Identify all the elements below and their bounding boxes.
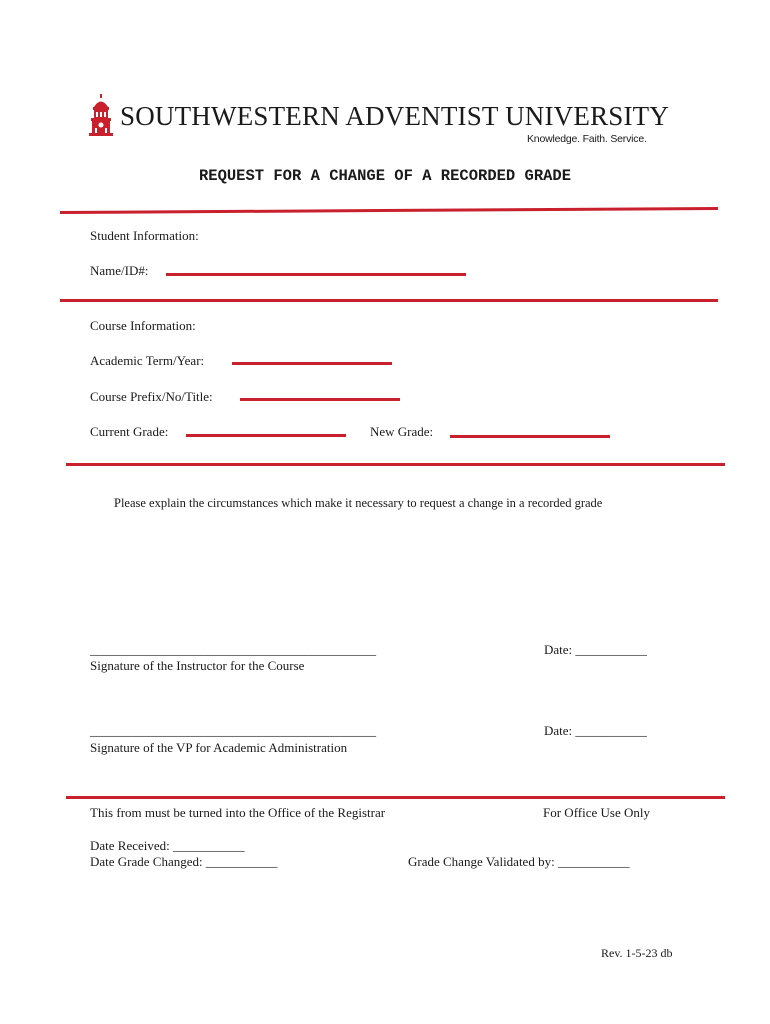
section-divider [66,463,725,466]
instructor-signature-caption: Signature of the Instructor for the Course [90,658,305,673]
current-grade-field[interactable] [186,434,346,437]
new-grade-label: New Grade: [370,424,434,439]
university-tagline: Knowledge. Faith. Service. [527,133,647,145]
name-id-label: Name/ID#: [90,263,149,278]
instructor-signature-line[interactable]: ____________________________________________ [90,642,376,657]
student-info-heading: Student Information: [90,228,199,243]
revision-note: Rev. 1-5-23 db [601,946,673,960]
university-name: SOUTHWESTERN ADVENTIST UNIVERSITY [120,101,670,131]
name-id-field[interactable] [166,273,466,276]
course-prefix-label: Course Prefix/No/Title: [90,389,213,404]
section-divider [60,299,718,302]
section-divider [60,207,718,214]
explanation-prompt: Please explain the circumstances which make it necessary to request a change in a recorded grade [114,496,603,510]
course-prefix-field[interactable] [240,398,400,401]
vp-signature-caption: Signature of the VP for Academic Administration [90,740,348,755]
academic-term-year-field[interactable] [232,362,392,365]
university-dome-icon [88,94,114,136]
registrar-note: This from must be turned into the Office of the Registrar [90,805,386,820]
course-info-heading: Course Information: [90,318,196,333]
office-use-heading: For Office Use Only [543,805,650,820]
form-title: REQUEST FOR A CHANGE OF A RECORDED GRADE [198,167,572,185]
section-divider [66,796,725,799]
vp-signature-line[interactable]: ____________________________________________ [90,723,376,738]
academic-term-year-label: Academic Term/Year: [90,353,205,368]
new-grade-field[interactable] [450,435,610,438]
date-grade-changed-field[interactable]: Date Grade Changed: ___________ [90,854,278,869]
current-grade-label: Current Grade: [90,424,169,439]
instructor-date-field[interactable]: Date: ___________ [544,642,647,657]
grade-change-validated-field[interactable]: Grade Change Validated by: ___________ [408,854,630,869]
vp-date-field[interactable]: Date: ___________ [544,723,647,738]
explanation-area[interactable] [90,515,690,630]
date-received-field[interactable]: Date Received: ___________ [90,838,245,853]
